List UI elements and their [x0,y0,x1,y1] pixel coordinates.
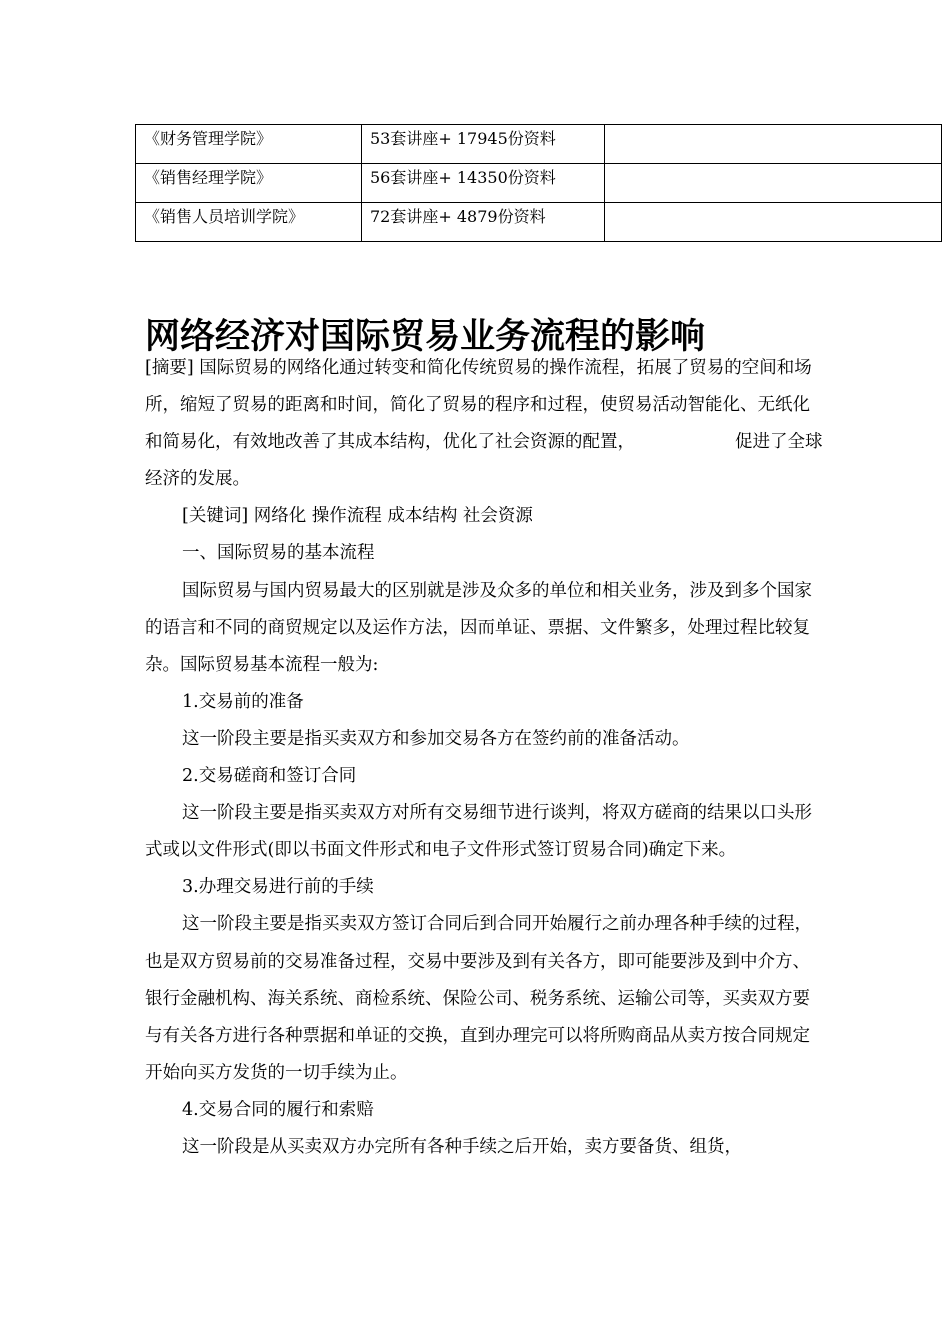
table-cell-content: 53套讲座+ 17945份资料 [362,125,605,164]
table-row [136,125,942,164]
table-cell-content: 72套讲座+ 4879份资料 [362,203,605,242]
step4-paragraph: 这一阶段是从买卖双方办完所有各种手续之后开始，卖方要备货、组货， [182,1136,742,1157]
section-heading: 一、国际贸易的基本流程 [182,543,375,564]
abstract-text-end: 促进了全球经济的发展。 [145,432,823,490]
table-cell-name: 《销售经理学院》 [136,164,362,203]
table-cell-name: 《财务管理学院》 [136,125,362,164]
abstract-text: [摘要] 国际贸易的网络化通过转变和简化传统贸易的操作流程，拓展了贸易的空间和场所，缩短了贸易的距离和时间，简化了贸易的程序和过程，使贸易活动智能化、无纸化和简易化，有效地改善了其成本结构，优化了社会资源的配置， [145,358,812,453]
table-cell-note [605,164,942,203]
step2-heading: 2.交易磋商和签订合同 [182,766,357,787]
table-cell-content: 56套讲座+ 14350份资料 [362,164,605,203]
catalog-table [135,124,942,242]
article-body [145,350,825,1166]
step1-paragraph: 这一阶段主要是指买卖双方和参加交易各方在签约前的准备活动。 [182,728,690,749]
step2-paragraph: 这一阶段主要是指买卖双方对所有交易细节进行谈判，将双方磋商的结果以口头形式或以文件形式(即以书面文件形式和电子文件形式签订贸易合同)确定下来。 [145,803,812,861]
section-intro-paragraph: 国际贸易与国内贸易最大的区别就是涉及众多的单位和相关业务，涉及到多个国家的语言和不同的商贸规定以及运作方法，因而单证、票据、文件繁多，处理过程比较复杂。国际贸易基本流程一般为: [145,580,812,675]
abstract-paragraph [145,350,825,498]
step3-paragraph: 这一阶段主要是指买卖双方签订合同后到合同开始履行之前办理各种手续的过程，也是双方贸易前的交易准备过程，交易中要涉及到有关各方，即可能要涉及到中介方、银行金融机构、海关系统、商检系统、保险公司、税务系统、运输公司等，买卖双方要与有关各方进行各种票据和单证的交换，直到办理完可以将所购商品从卖方按合同规定开始向买方发货的一切手续为止。 [145,914,812,1083]
article-title: 网络经济对国际贸易业务流程的影响 [145,316,706,358]
table-row [136,164,942,203]
step4-heading: 4.交易合同的履行和索赔 [182,1099,374,1120]
table-row [136,203,942,242]
table-cell-name: 《销售人员培训学院》 [136,203,362,242]
table-cell-note [605,125,942,164]
table-cell-note [605,203,942,242]
keywords-paragraph: [关键词] 网络化 操作流程 成本结构 社会资源 [182,506,533,527]
step1-heading: 1.交易前的准备 [182,691,304,712]
step3-heading: 3.办理交易进行前的手续 [182,877,374,898]
